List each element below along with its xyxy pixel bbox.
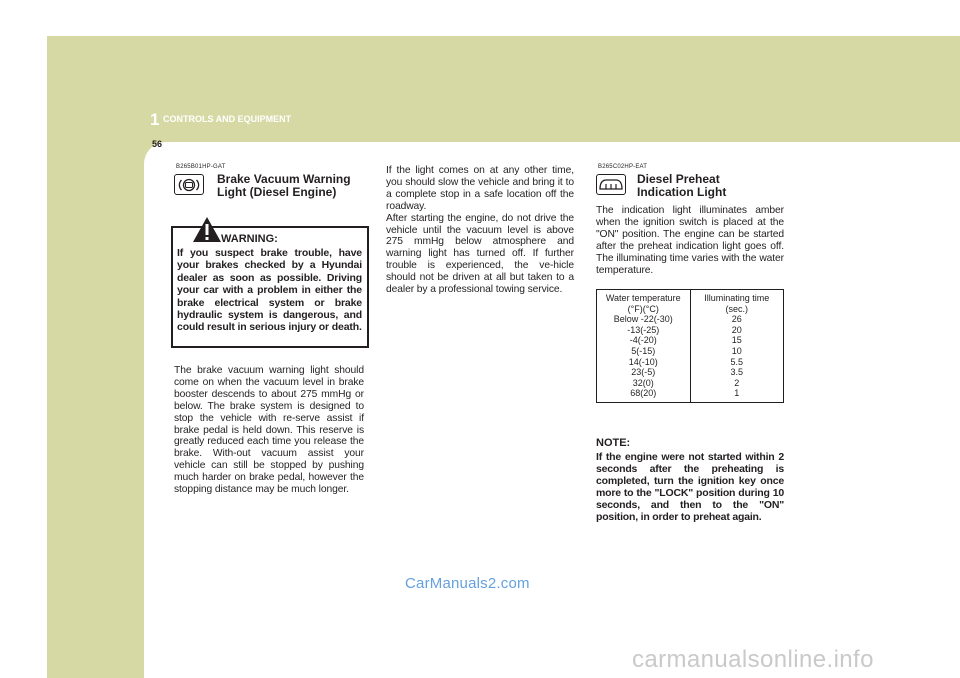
chapter-number: 1 — [150, 110, 160, 129]
preheat-body-text: The indication light illuminates amber when the ignition switch is placed at the "ON" position. The engine can be started after the preheat indication light goes off. The illuminating time varies with the water temperature. — [596, 205, 784, 276]
header-time-units: (sec.) — [725, 303, 748, 314]
glow-plug-icon — [596, 174, 626, 195]
brake-heading-line1: Brake Vacuum Warning — [217, 172, 351, 186]
preheat-section-code: B265C02HP-EAT — [598, 164, 648, 170]
brake-body-text: The brake vacuum warning light should come on when the vacuum level in brake booster descends to about 275 mmHg or below. The brake system is designed to stop the vehicle with re-serve assist if brake pedal is held down. This reserve is greatly reduced each time you release the brake. With-out vacuum assist your vehicle can still be stopped by pushing much harder on brake pedal, however the stopping distance may be much longer. — [174, 365, 364, 496]
header-temperature-units: (°F)(°C) — [597, 304, 691, 315]
table-cell-temp: -13(-25) — [597, 325, 691, 336]
table-cell-temp: -4(-20) — [597, 335, 691, 346]
preheat-time-table — [596, 289, 784, 403]
table-row — [597, 357, 784, 368]
table-row — [597, 325, 784, 336]
table-cell-time: 20 — [731, 324, 742, 335]
preheat-heading-line2: Indication Light — [637, 185, 727, 199]
warning-title: WARNING: — [221, 233, 278, 245]
table-row — [597, 346, 784, 357]
table-header-units-row — [597, 304, 784, 315]
table-cell-temp: 5(-15) — [597, 346, 691, 357]
warning-box — [171, 226, 369, 348]
table-cell-time: 26 — [731, 314, 742, 325]
table-cell-time: 1 — [734, 388, 740, 399]
preheat-section-heading — [637, 173, 726, 199]
table-row — [597, 335, 784, 346]
table-row — [597, 314, 784, 325]
middle-body-text: If the light comes on at any other time, you should slow the vehicle and bring it to a complete stop in a safe location off the roadway. After starting the engine, do not drive the vehicle until the vacuum level is above 275 mmHg below atmosphere and warning light has turned off. If further trouble is experienced, the ve-hicle should not be driven at all but taken to a dealer by a professional towing service. — [386, 165, 574, 296]
footer-watermark: carmanualsonline.info — [632, 646, 874, 673]
top-margin — [0, 0, 960, 36]
table-cell-time: 10 — [731, 345, 742, 356]
preheat-heading-line1: Diesel Preheat — [637, 172, 720, 186]
warning-triangle-icon — [192, 216, 222, 243]
header-band — [47, 36, 960, 144]
warning-text: If you suspect brake trouble, have your brakes checked by a Hyundai dealer as soon as possible. Driving your car with a problem in either the brake electrical system or brake hydraulic system is dangerous, and could result in serious injury or death. — [177, 247, 362, 334]
chapter-title: CONTROLS AND EQUIPMENT — [163, 114, 292, 124]
brake-vacuum-warning-icon — [174, 174, 204, 195]
brake-section-code: B265B01HP-GAT — [176, 164, 226, 170]
table-cell-temp: Below -22(-30) — [597, 314, 691, 325]
table-cell-temp: 23(-5) — [597, 367, 691, 378]
table-cell-time: 5.5 — [730, 356, 743, 367]
table-row — [597, 388, 784, 402]
table-cell-time: 3.5 — [730, 367, 743, 378]
table-cell-temp: 32(0) — [597, 378, 691, 389]
table-cell-temp: 14(-10) — [597, 357, 691, 368]
watermark-link[interactable]: CarManuals2.com — [405, 575, 530, 592]
brake-section-heading — [217, 173, 351, 199]
brake-heading-line2: Light (Diesel Engine) — [217, 185, 337, 199]
note-text: If the engine were not started within 2 seconds after the preheating is completed, turn the ignition key once more to the "LOCK" position during 10 seconds, and then to the "ON" position, in order to preheat again. — [596, 451, 784, 523]
table-header-row — [597, 290, 784, 304]
header-water-temperature: Water temperature — [597, 290, 691, 304]
table-row — [597, 378, 784, 389]
header-illuminating-time: Illuminating time — [704, 293, 770, 303]
table-cell-time: 2 — [734, 377, 740, 388]
note-title: NOTE: — [596, 437, 631, 449]
table-row — [597, 367, 784, 378]
table-cell-temp: 68(20) — [597, 388, 691, 402]
table-cell-time: 15 — [731, 335, 742, 346]
page-number: 56 — [152, 139, 163, 149]
